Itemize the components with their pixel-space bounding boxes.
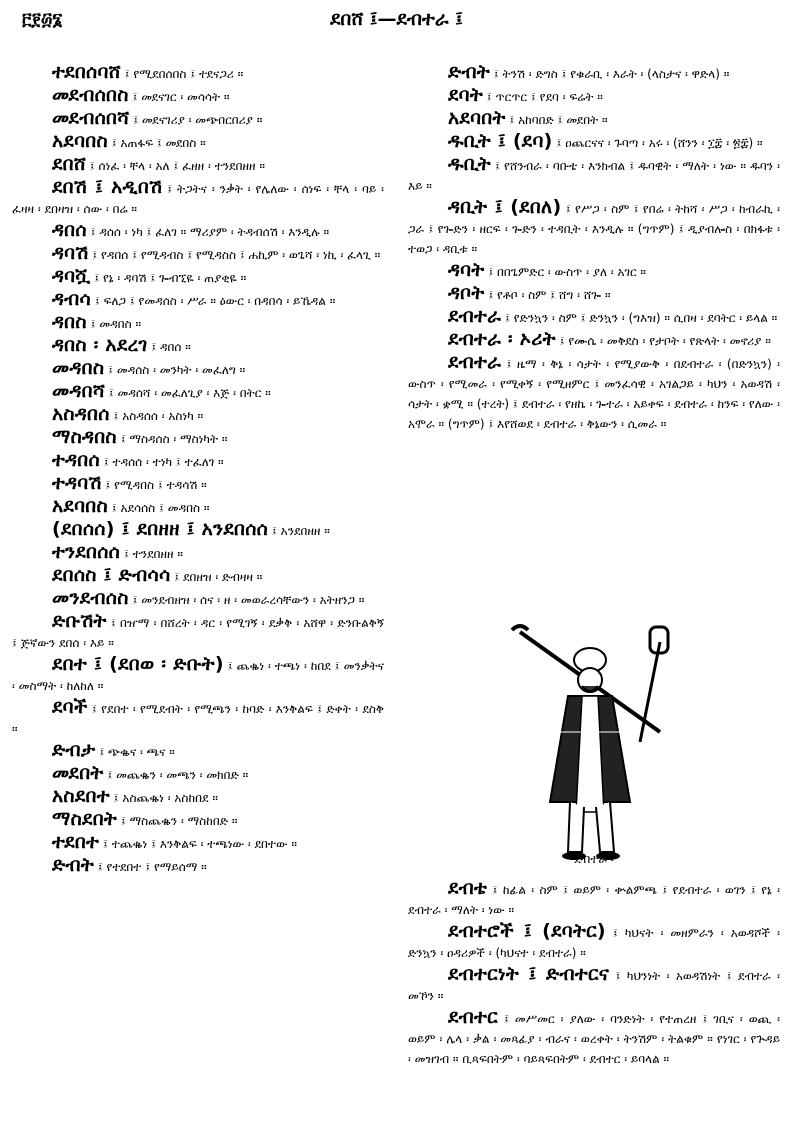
- entry-headword: ዳበስ: [52, 311, 87, 333]
- entry-headword: ደብተራ: [448, 305, 502, 327]
- entry-definition: ፤ ዳሰሰ ፡ ነካ ፤ ፈለገ ። ማሪያም ፡ ትዳብሰሽ ፡ እንዲሉ ።: [86, 225, 330, 239]
- entry-headword: ተደበሰባሸ: [52, 61, 121, 83]
- entry-headword: ዳቢት ፤ (ደበለ): [448, 196, 562, 218]
- entry-definition: ፤ ካህናት ፡ መዘምራን ፡ አወዳሾች ፡ ድንኳን ፡ ዐዳሪዎች ፡ (ካህናተ ፡ ደብተራ) ።: [408, 926, 780, 960]
- entry-headword: ዱቢት ፤ (ደባ): [448, 130, 553, 152]
- dictionary-entry: [408, 329, 780, 351]
- dictionary-entry: [12, 289, 384, 311]
- entry-headword: አደባበስ: [52, 495, 108, 517]
- dictionary-entry: [408, 197, 780, 259]
- entry-definition: ፤ አደሳሰስ ፤ መዳበስ ።: [107, 501, 210, 515]
- dictionary-entry: [12, 809, 384, 831]
- entry-headword: ደብቴ: [448, 877, 488, 899]
- entry-headword: ደበሸ: [52, 153, 86, 175]
- entry-definition: ፤ ተዳሰሰ ፡ ተነካ ፤ ተፈለገ ።: [99, 455, 224, 469]
- right-column: [408, 62, 780, 435]
- figure-caption: ደብተራ ፡: [574, 852, 614, 866]
- entry-definition: ፤ ፍለጋ ፤ የመዳሰስ ፡ ሥራ ። ዕውር ፡ በዳበሳ ፡ ይኼዳል ።: [91, 294, 336, 308]
- dictionary-entry: [12, 312, 384, 334]
- entry-definition: ፤ የኔ ፡ ዳባሽ ፤ ጐብኚዬ ፡ ጠያቂዬ ።: [90, 271, 247, 285]
- dictionary-entry: [12, 496, 384, 518]
- page-number: ፫፻፴፮: [22, 10, 63, 30]
- entry-headword: መዳበሻ: [52, 380, 105, 402]
- dictionary-entry: [12, 358, 384, 380]
- entry-headword: ዳባሽ: [52, 242, 89, 264]
- entry-definition: ፤ ካህንነት ፡ አወዳሽነት ፤ ደብተራ ፡ መኾን ።: [408, 969, 780, 1003]
- entry-headword: ደብተራ ፡ ኦሪት: [448, 328, 556, 350]
- entry-definition: ፤ ከፊል ፡ ስም ፤ ወይም ፡ ቍልምጫ ፤ የደብተራ ፡ ወገን ፤ የኔ ፡ ደብተራ ፡ ማለት ፡ ነው ።: [408, 883, 780, 917]
- entry-definition: ፤ መንደብዘዝ ፡ ሰና ፡ ዘ ፡ መወራረሳቸውን ፡ አትዘንጋ ።: [128, 593, 365, 607]
- entry-definition: ፤ ትጋትና ፡ ንቃት ፡ የሌለው ፡ ሰነፍ ፡ ቸላ ፡ ባይ ፡ ፈዛዛ ፡ ደበዛዝ ፡ ሰው ፡ በሬ ።: [12, 182, 384, 216]
- entry-definition: ፤ ጨቈነ ፡ ተጫነ ፡ ከበደ ፤ መንቃትና ፡ መስማት ፡ ከለከለ ።: [12, 659, 384, 693]
- entry-definition: ፤ መደናገር ፡ መሳሳት ።: [128, 90, 230, 104]
- dictionary-entry: [12, 266, 384, 288]
- entry-headword: አደባበት: [448, 107, 506, 129]
- dictionary-entry: [12, 697, 384, 739]
- entry-definition: ፤ ተጨቈነ ፤ እንቅልፍ ፡ ተጫነው ፡ ደበተው ።: [99, 837, 297, 851]
- entry-definition: ፤ ዜማ ፡ ቅኔ ፡ ሳታት ፡ የሚያውቅ ፡ በደብተራ ፡ (በድንኳን) ፡ ውስጥ ፡ የሚመራ ፡ የሚቀኝ ፡ የሚዘምር ፤ መንፈሳዊ ፡ አገልጋይ ፡ ካህን ፡ አወዳሽ ፡ ሳታት ፡ ቋሚ ። (ተረት) ፤ ደብተራ ፡ የዘኬ ፡ ጐተራ ፡ አይቀፍ ፡ ደብተራ ፡ ከንፍ ፡ የለው ፡ አሞራ ። (ግጥም) ፤ እየሸወደ ፡ ደብተራ ፡ ቅኔውን ፡ ሲመራ ።: [408, 357, 780, 431]
- entry-headword: ድብት: [448, 61, 490, 83]
- entry-definition: ፤ የሸንብራ ፡ ባቡቴ ፡ እንክብል ፤ ዱባዊት ፡ ማለት ፡ ነው ። ዱባን ፡ እይ ።: [408, 159, 780, 193]
- entry-definition: ፤ የተደበተ ፤ የማይሰማ ።: [93, 860, 207, 874]
- entry-definition: ፤ የደበተ ፡ የሚደብት ፡ የሚጫን ፡ ከባድ ፡ እንቅልፍ ፤ ድቀት ፡ ደስቅ ።: [12, 702, 384, 736]
- entry-definition: ፤ የድንኳን ፡ ስም ፤ ድንኳን ፡ (ግእዝ) ። ሲበዛ ፡ ደባትር ፡ ይላል ።: [501, 311, 778, 325]
- entry-definition: ፤ የሚደበሰበስ ፤ ተደናጋሪ ።: [120, 67, 244, 81]
- entry-headword: አስዳበሰ: [52, 403, 110, 425]
- entry-headword: ተንደበሰሰ: [52, 541, 121, 563]
- entry-definition: ፤ አንደበዘዘ ።: [268, 524, 330, 538]
- dictionary-entry: [408, 131, 780, 153]
- entry-definition: ፤ የዳበሰ ፤ የሚዳብስ ፤ የሚዳስስ ፤ ሐኪም ፡ ወጌሻ ፡ ነኪ ፡ ፈላጊ ።: [88, 248, 381, 262]
- dictionary-entry: [12, 381, 384, 403]
- entry-definition: ፤ መሥመር ፡ ያለው ፡ ባንድነት ፡ የተጠረዘ ፤ ገቢና ፡ ወጪ ፡ ወይም ፡ ሌላ ፡ ቃል ፡ መጻፊያ ፡ ብራና ፡ ወረቀት ፡ ትንሽም ፡ ትልቁም ። የነገር ፡ የጕዳይ ፡ መዝገብ ። ቢጻፍበትም ፡ ባይጻፍበትም ፡ ደብተር ፡ ይባላል ።: [408, 1012, 780, 1066]
- entry-definition: ፤ ማስጨቈን ፡ ማስከበድ ።: [117, 814, 238, 828]
- dictionary-entry: [12, 154, 384, 176]
- dictionary-entry: [408, 260, 780, 282]
- entry-definition: ፤ ሰነፈ ፡ ቸላ ፡ አለ ፤ ፈዘዘ ፡ ተንደበዘዘ ።: [85, 159, 265, 173]
- dictionary-entry: [408, 921, 780, 963]
- entry-definition: ፤ ተንደበዘዘ ።: [120, 547, 183, 561]
- entry-headword: (ደበሰሰ) ፤ ደበዘዘ ፤ አንደበሰሰ: [52, 518, 269, 540]
- entry-headword: ደብተርነት ፤ ድብተርና: [448, 963, 610, 985]
- entry-headword: መዳበስ: [52, 357, 105, 379]
- entry-headword: ደበሰስ ፤ ድብሳሳ: [52, 564, 171, 586]
- entry-headword: መደብሰበስ: [52, 84, 129, 106]
- entry-headword: ዳቦት: [448, 282, 485, 304]
- dictionary-entry: [12, 740, 384, 762]
- dictionary-entry: [12, 108, 384, 130]
- right-column-lower: [408, 878, 780, 1070]
- dictionary-entry: [408, 154, 780, 196]
- dictionary-entry: [12, 588, 384, 610]
- entry-definition: ፤ አስጨቈነ ፡ አስከበደ ።: [109, 791, 218, 805]
- entry-definition: ፤ በበጌምድር ፡ ውስጥ ፡ ያለ ፡ አገር ።: [484, 265, 647, 279]
- dictionary-entry: [408, 878, 780, 920]
- dictionary-entry: [12, 611, 384, 653]
- entry-headword: መደብሰበሻ: [52, 107, 130, 129]
- entry-headword: አስደበተ: [52, 785, 110, 807]
- dictionary-entry: [12, 565, 384, 587]
- dictionary-entry: [12, 85, 384, 107]
- entry-definition: ፤ መዳሰሻ ፡ መፈለጊያ ፡ እጅ ፡ በትር ።: [104, 386, 271, 400]
- entry-headword: ድብታ: [52, 739, 96, 761]
- entry-definition: ፤ መዳበስ ።: [86, 317, 142, 331]
- entry-definition: ፤ ትንሽ ፡ ድግስ ፤ የቁራቢ ፡ እራት ፡ (ላስታና ፡ ዋድላ) ።: [489, 67, 730, 81]
- entry-headword: ደባች: [52, 696, 88, 718]
- entry-headword: ዱቢት: [448, 153, 491, 175]
- entry-headword: ደብተራ: [448, 351, 502, 373]
- entry-headword: ተደበተ: [52, 831, 100, 853]
- dictionary-entry: [12, 855, 384, 877]
- dictionary-entry: [12, 177, 384, 219]
- entry-definition: ፤ አከባበድ ፤ መደበት ።: [505, 113, 608, 127]
- entry-headword: ድብት: [52, 854, 94, 876]
- running-title: ደበሸ ፤—ደብተራ ፤: [330, 8, 463, 30]
- entry-definition: ፤ ዐጨርናና ፡ ጉባጣ ፡ አሩ ፡ (ሸንን ፡ ፲፰ ፡ ፳፰) ።: [552, 136, 763, 150]
- dictionary-entry: [12, 62, 384, 84]
- entry-headword: ዳብሳ: [52, 288, 92, 310]
- dictionary-entry: [408, 964, 780, 1006]
- entry-headword: ዳበሰ: [52, 219, 87, 241]
- entry-headword: ደብተሮች ፤ (ደባትር): [448, 920, 606, 942]
- entry-definition: ፤ የቶቦ ፡ ስም ፤ ሸግ ፡ ሸጐ ።: [484, 288, 611, 302]
- entry-headword: አደባበስ: [52, 130, 108, 152]
- entry-definition: ፤ መደናገሪያ ፡ መጭበርበሪያ ።: [129, 113, 263, 127]
- entry-headword: መደበት: [52, 762, 104, 784]
- dictionary-entry: [408, 283, 780, 305]
- dictionary-entry: [12, 450, 384, 472]
- entry-headword: ዳበስ ፡ አደረገ: [52, 334, 148, 356]
- page-header: [0, 0, 793, 40]
- debtera-figure-illustration: [490, 612, 710, 882]
- entry-headword: ማስደበት: [52, 808, 118, 830]
- entry-definition: ፤ የሙሴ ፡ መቅደስ ፡ የታቦት ፡ የጽላት ፡ መኖሪያ ።: [555, 334, 771, 348]
- dictionary-entry: [408, 306, 780, 328]
- dictionary-entry: [408, 62, 780, 84]
- entry-headword: ተዳበሰ: [52, 449, 100, 471]
- entry-definition: ፤ መዳሰስ ፡ መንካት ፡ መፈለግ ።: [104, 363, 246, 377]
- entry-headword: ማስዳበስ: [52, 426, 117, 448]
- dictionary-entry: [408, 85, 780, 107]
- dictionary-entry: [12, 243, 384, 265]
- dictionary-entry: [408, 352, 780, 434]
- dictionary-entry: [12, 473, 384, 495]
- dictionary-entry: [12, 519, 384, 541]
- entry-definition: ፤ አስዳሰሰ ፡ አስነካ ።: [109, 409, 204, 423]
- dictionary-entry: [408, 1007, 780, 1069]
- dictionary-entry: [12, 654, 384, 696]
- entry-headword: መንደብሰስ: [52, 587, 129, 609]
- entry-definition: ፤ ጥርጥር ፤ የደባ ፡ ፍሬት ።: [482, 90, 603, 104]
- dictionary-entry: [12, 786, 384, 808]
- dictionary-entry: [12, 832, 384, 854]
- entry-definition: ፤ መጨቈን ፡ መጫን ፡ መክበድ ።: [103, 768, 249, 782]
- dictionary-entry: [12, 131, 384, 153]
- entry-headword: ደባት: [448, 84, 483, 106]
- entry-headword: ደበሽ ፤ አዲበሽ: [52, 176, 163, 198]
- entry-headword: ዳባት: [448, 259, 485, 281]
- entry-definition: ፤ የሚዳበስ ፤ ተዳሳሽ ።: [101, 478, 207, 492]
- dictionary-entry: [12, 542, 384, 564]
- entry-definition: ፤ ዳበሰ ።: [147, 340, 191, 354]
- left-column: [12, 62, 384, 878]
- dictionary-entry: [408, 108, 780, 130]
- entry-definition: ፤ የሥጋ ፡ ስም ፤ የበሬ ፡ ትከሻ ፡ ሥጋ ፡ ከብራኪ ፡ ጋራ ፤ የጐድን ፡ ዘርፍ ፡ ጐድን ፡ ተዳቢት ፡ እንዲሉ ። (ግጥም) ፤ ዲያብሎስ ፡ በክፋቱ ፡ ተወጋ ፡ ዳቢቱ ።: [408, 202, 780, 256]
- entry-definition: ፤ አጠፋፍ ፤ መደበስ ።: [107, 136, 206, 150]
- dictionary-entry: [12, 220, 384, 242]
- dictionary-entry: [12, 427, 384, 449]
- entry-headword: ደበተ ፤ (ደበወ ፡ ድቡት): [52, 653, 224, 675]
- dictionary-entry: [12, 335, 384, 357]
- dictionary-entry: [12, 763, 384, 785]
- entry-definition: ፤ ጭቈና ፡ ጫና ።: [95, 745, 175, 759]
- entry-definition: ፤ በዠማ ፡ በሸረት ፡ ዳር ፡ የሚገኝ ፡ ደቃቅ ፡ አሸዋ ፡ ድንቡልቅኝ ፤ ጅኛውን ደበሰ ፡ እይ ።: [12, 616, 384, 650]
- entry-definition: ፤ ደበዘዝ ፡ ድብዛዛ ።: [170, 570, 263, 584]
- entry-definition: ፤ ማስዳሰስ ፡ ማስነካት ።: [116, 432, 228, 446]
- entry-headword: ደብተር: [448, 1006, 498, 1028]
- entry-headword: ተዳባሽ: [52, 472, 102, 494]
- entry-headword: ድቡሽት: [52, 610, 107, 632]
- entry-headword: ዳባሿ: [52, 265, 91, 287]
- dictionary-entry: [12, 404, 384, 426]
